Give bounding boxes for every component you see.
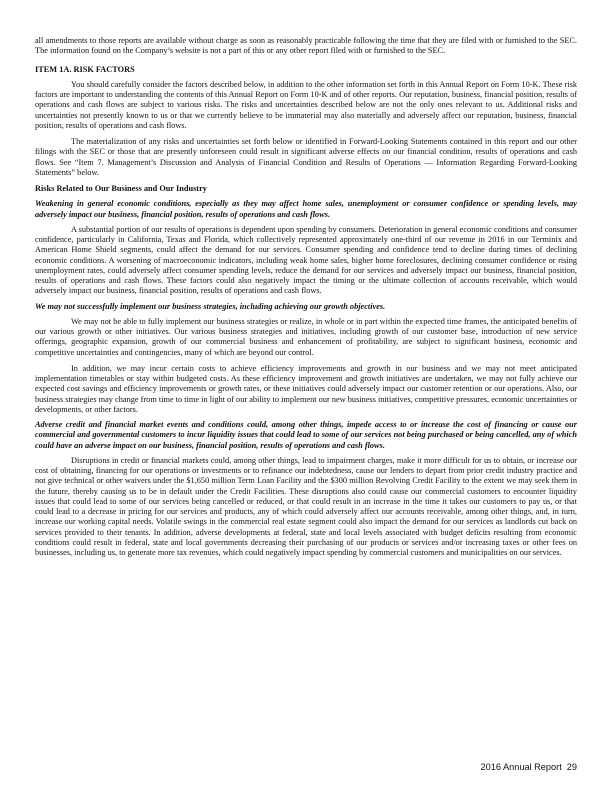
risk-1-paragraph: A substantial portion of our results of operations is dependent upon spending by consumers. Deterioration in general economic conditions and consumer confidence, particularly in California, Texas and Florida, which collectively represented approximately one-third of our revenue in 2016 in our Terminix and American Home Shield segments, could affect the demand for our services. Consumer spending and confidence tend to decline during times of declining economic conditions. A worsening of macroeconomic indicators, including weak home sales, higher home foreclosures, declining consumer confidence or rising unemployment rates, could adversely affect consumer spending levels, reduce the demand for our services and adversely impact our business, financial position, results of operations and cash flows. These factors could also negatively impact the timing or the ultimate collection of accounts receivable, which would adversely impact our business, financial position, results of operations and cash flows. <box>35 224 577 296</box>
risk-2-title: We may not successfully implement our business strategies, including achieving our growth objectives. <box>35 301 386 311</box>
footer-report-label: 2016 Annual Report <box>480 762 562 772</box>
page-number: 29 <box>566 762 577 772</box>
risk-2-paragraph-2: In addition, we may incur certain costs to achieve efficiency improvements and growth in our business and we may not meet anticipated implementation timetables or stay within budgeted costs. As these efficiency improvement and growth initiatives are undertaken, we may not fully achieve our expected cost savings and efficiency improvements or growth rates, or these initiatives could adversely impact our customer retention or our operations. Also, our business strategies may change from time to time in light of our ability to implement our new business initiatives, competitive pressures, economic uncertainties or developments, or other factors. <box>35 363 577 414</box>
risk-2-paragraph-1: We may not be able to fully implement our business strategies or realize, in whole or in part within the expected time frames, the anticipated benefits of our various growth or other initiatives. Our various business strategies and initiatives, including growth of our customer base, introduction of new service offerings, geographic expansion, growth of our commercial business and enhancement of profitability, are subject to significant business, economic and competitive uncertainties and contingencies, many of which are beyond our control. <box>35 316 577 357</box>
risk-factors-paragraph-1: You should carefully consider the factors described below, in addition to the other information set forth in this Annual Report on Form 10-K. These risk factors are important to understanding the contents of this Annual Report on Form 10-K and of other reports. Our reputation, business, financial position, results of operations and cash flows are subject to various risks. The risks and uncertainties described below are not the only ones relevant to us. Additional risks and uncertainties not presently known to us or that we currently believe to be immaterial may also materially and adversely affect our reputation, business, financial position, results of operations and cash flows. <box>35 79 577 130</box>
page-footer <box>481 762 577 772</box>
section-heading: Risks Related to Our Business and Our Industry <box>35 184 207 193</box>
risk-3-paragraph: Disruptions in credit or financial markets could, among other things, lead to impairment charges, make it more difficult for us to obtain, or increase our cost of obtaining, financing for our operations or investments or to refinance our indebtedness, cause our lenders to depart from prior credit industry practice and not give technical or other waivers under the $1,650 million Term Loan Facility and the $300 million Revolving Credit Facility to the extent we may seek them in the future, thereby causing us to be in default under the Credit Facilities. These disruptions also could cause our commercial customers to encounter liquidity issues that could lead to some of our services being cancelled or reduced, or that could result in an increase in the time it takes our customers to pay us, or that could lead to a decrease in pricing for our services and products, any of which could adversely affect our accounts receivable, among other things, and, in turn, increase our working capital needs. Volatile swings in the commercial real estate segment could also impact the demand for our services as landlords cut back on services provided to their tenants. In addition, adverse developments at federal, state and local levels associated with budget deficits resulting from economic conditions could result in federal, state and local governments decreasing their purchasing of our products or services and/or increasing taxes or other fees on businesses, including us, to generate more tax revenues, which could negatively impact spending by commercial customers and municipalities on our services. <box>35 455 577 557</box>
risk-3-title: Adverse credit and financial market events and conditions could, among other things, impede access to or increase the cost of financing or cause our commercial and governmental customers to incur liquidity issues that could lead to some of our services not being purchased or being cancelled, any of which could have an adverse impact on our business, financial position, results of operations and cash flows. <box>35 420 577 450</box>
item-heading: ITEM 1A. RISK FACTORS <box>35 64 135 74</box>
risk-factors-paragraph-2: The materialization of any risks and uncertainties set forth below or identified in Forward-Looking Statements contained in this report and our other filings with the SEC or those that are presently unforeseen could result in significant adverse effects on our financial condition, results of operations and cash flows. See “Item 7. Management’s Discussion and Analysis of Financial Condition and Results of Operations — Information Regarding Forward-Looking Statements” below. <box>35 137 577 177</box>
intro-continuation: all amendments to those reports are available without charge as soon as reasonably practicable following the time that they are filed with or furnished to the SEC. The information found on the Company’s website is not a part of this or any other report filed with or furnished to the SEC. <box>35 36 577 56</box>
risk-1-title: Weakening in general economic conditions, especially as they may affect home sales, unemployment or consumer confidence or spending levels, may adversely impact our business, financial position, results of operations and cash flows. <box>35 199 577 219</box>
document-body <box>35 36 577 558</box>
